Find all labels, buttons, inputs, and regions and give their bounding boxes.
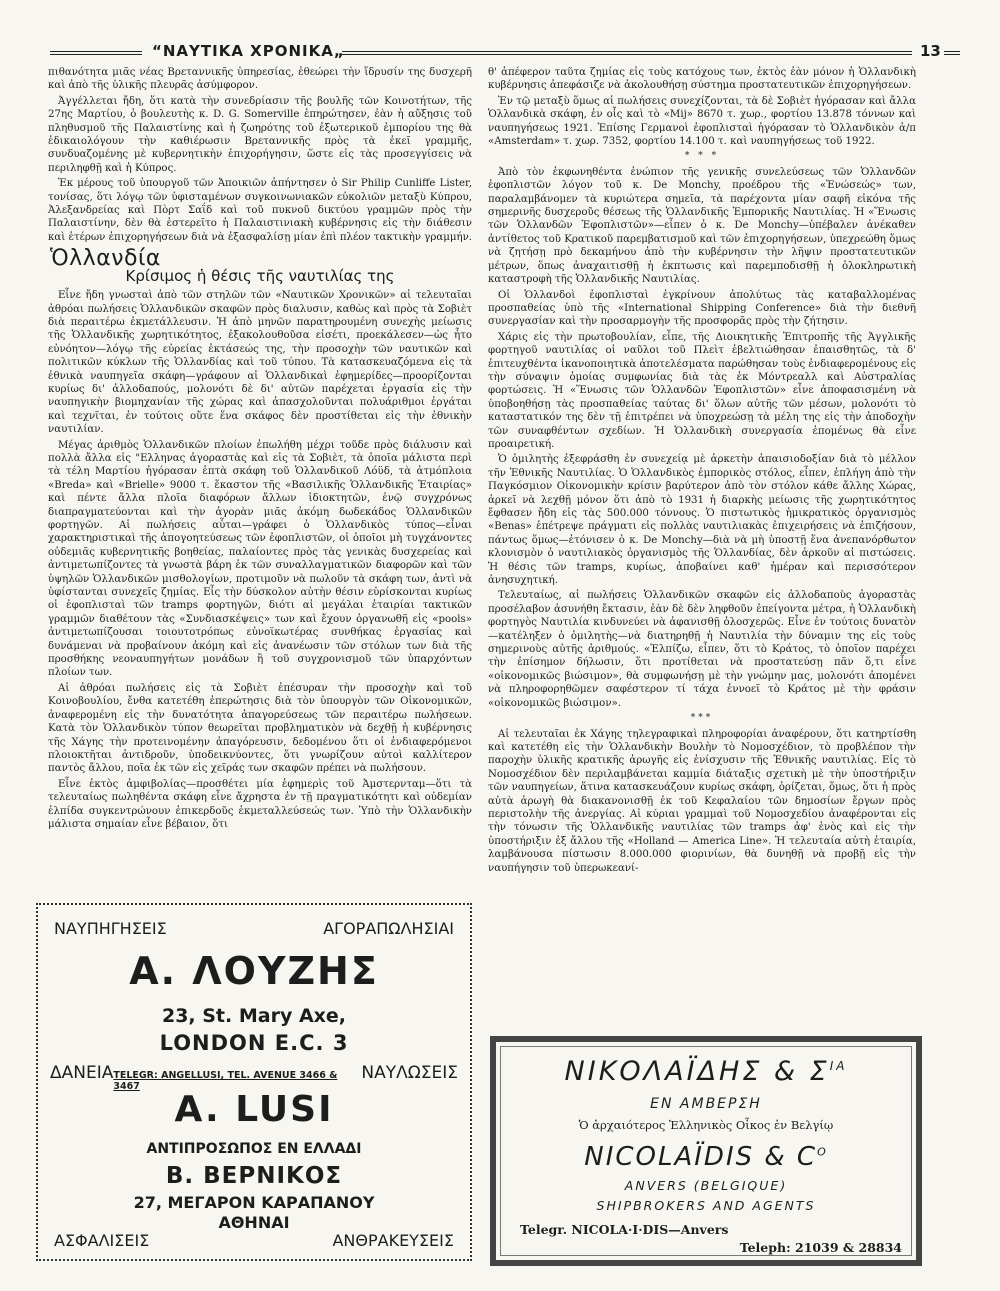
- ad-company-name-latin: [496, 1142, 916, 1172]
- paragraph: Ἀγγέλλεται ἤδη, ὅτι κατὰ τὴν συνεδρίασιν τῆς βουλῆς τῶν Κοινοτήτων, τῆς 27ης Μαρτίου, ὁ βουλευτὴς κ. D. G. Somerville ἐπηρώτησεν, ἐὰν ἡ αὔξησις τοῦ πληθυσμοῦ τῆς Παλαιστίνης καὶ ἡ ζωηρότης τοῦ ἐξωτερικοῦ ἐμπορίου της θὰ ἐδικαιολόγουν τὴν καθιέρωσιν Βρεταννικῆς πρὸς τὰ ἐκεῖ γραμμῆς, συνδυαζομένης μὲ κυβερνητικὴν ἐπιχορήγησιν, ὥστε εἰς τὰς προσεγγίσεις νὰ περιληφθῇ καὶ ἡ Κύπρος.: [48, 95, 472, 174]
- ad-company-name-latin-text: NICOLAÏDIS & C: [584, 1142, 818, 1172]
- paragraph: Χάρις εἰς τὴν πρωτοβουλίαν, εἶπε, τῆς Διοικητικῆς Ἐπιτροπῆς τῆς Ἀγγλικῆς φορτηγοῦ ναυτιλίας οἱ ναῦλοι τοῦ Πλεὶτ ἐβελτιώθησαν ἐπαισθητῶς, τὰ δ' ἐπιτευχθέντα ἱκανοποιητικὰ ἀποτελέσματα παρώθησαν τοὺς ἐνδιαφερομένους εἰς τὴν σύναψιν ὁμοίας συμφωνίας διὰ τὰς ἐκ Μόντρεαλλ καὶ Αὐστραλίας φορτώσεις. Ἡ «Ἕνωσις τῶν Ὁλλανδῶν Ἐφοπλιστῶν» εἶνε ἀποφασισμένη νὰ ὑποβοηθήσῃ τὰς προσπαθείας ταύτας δι' ὅλων αὐτῆς τῶν μέσων, μολονότι τὸ καταστατικόν της δὲν τῇ ἐπιτρέπει νὰ ὑποχρεώσῃ τὰ μέλη της εἰς τὴν ἀποδοχὴν τῶν συναφθέντων σχεδίων. Ἡ Ὁλλανδικὴ συνεργασία ἐπομένως θὰ εἶνε προαιρετική.: [488, 331, 916, 450]
- page-header: [50, 42, 960, 64]
- ad-city-latin: ANVERS (BELGIQUE): [624, 1178, 788, 1193]
- ad-city: ΕΝ ΑΜΒΕΡΣΗ: [650, 1096, 762, 1112]
- publication-title: “ΝΑΥΤΙΚΑ ΧΡΟΝΙΚΑ„: [152, 42, 345, 60]
- header-rule: [944, 51, 960, 55]
- ad-telephone: Teleph: 21039 & 28834: [739, 1240, 902, 1255]
- advertisement-lousis: [36, 903, 472, 1261]
- paragraph: Αἱ τελευταῖαι ἐκ Χάγης τηλεγραφικαὶ πληροφορίαι ἀναφέρουν, ὅτι κατηρτίσθη καὶ κατετέθη εἰς τὴν Ὁλλανδικὴν Βουλὴν τὸ Νομοσχέδιον, τὸ προβλέπον τὴν παροχὴν ὑλικῆς κρατικῆς ἀρωγῆς εἰς ἐνίσχυσιν τῆς Ἐθνικῆς ναυτιλίας. Εἰς τὸ Νομοσχέδιον δὲν περιλαμβάνεται καμμία διάταξις σχετικὴ μὲ τὴν ὑποστήριξιν τῶν ναυπηγείων, ἅτινα κατασκευάζουν κυρίως σκάφη, ὁρίζεται, ὅμως, ὅτι ἡ πρὸς αὐτὰ ἀρωγὴ θὰ διακανονισθῇ ἐκ τοῦ Κεφαλαίου τῶν δημοσίων ἔργων πρὸς περιστολὴν τῆς ἀνεργίας. Αἱ κύριαι γραμμαὶ τοῦ Νομοσχεδίου ἀναφέρονται εἰς τὴν τόνωσιν τῆς Ὁλλανδικῆς ναυτιλίας τῶν tramps ἀφ' ἑνὸς καὶ εἰς τὴν ὑποστήριξιν ἐξ ἄλλου τῆς «Holland — America Line». Ἡ τελευταία αὐτὴ ἑταιρία, λαμβάνουσα πίστωσιν 8.000.000 φιορινίων, θὰ δυνηθῇ νὰ προβῇ εἰς τὴν ναυπήγησιν τοῦ ὑπερωκεανί-: [488, 728, 916, 874]
- ad-tagline: Ὁ ἀρχαιότερος Ἑλληνικὸς Οἶκος ἐν Βελγίῳ: [578, 1118, 834, 1132]
- ad-representative-city: ΑΘΗΝΑΙ: [218, 1213, 290, 1232]
- ad-company-name: [496, 1056, 916, 1087]
- ad-address: 23, St. Mary Axe,: [161, 1005, 347, 1027]
- paragraph: Ἀπὸ τὸν ἐκφωνηθέντα ἐνώπιον τῆς γενικῆς συνελεύσεως τῶν Ὁλλανδῶν ἐφοπλιστῶν λόγον τοῦ κ. De Monchy, προέδρου τῆς «Ἑνώσεώς» των, παραλαμβάνομεν τὰ κυριώτερα σημεῖα, τὰ παρέχοντα μίαν σαφῆ εἰκόνα τῆς σημερινῆς δυσχεροῦς θέσεως τῆς Ὁλλανδικῆς Ἐμπορικῆς Ναυτιλίας. Ἡ «Ἕνωσις τῶν Ὁλλανδῶν Ἐφοπλιστῶν»—εἶπεν ὁ κ. De Monchy—ὑπέβαλεν ἀνέκαθεν ἀντίθετος τοῦ Κρατικοῦ παρεμβατισμοῦ καὶ τῶν ἐπιχορηγήσεων, ὑπεχρεώθη ὅμως νὰ ζητήσῃ πρὸ δεκαμήνου ἀπὸ τὴν κυβέρνησιν τὴν λῆψιν προστατευτικῶν μέτρων, ὅπως ἀναχαιτισθῇ ἡ ἐκπτωσις καὶ παρεμποδισθῇ ἡ ὁλοκληρωτικὴ καταστροφὴ τῆς Ὁλλανδικῆς Ναυτιλίας.: [488, 166, 916, 286]
- paragraph: Εἶνε ἤδη γνωσταὶ ἀπὸ τῶν στηλῶν τῶν «Ναυτικῶν Χρονικῶν» αἱ τελευταῖαι ἀθρόαι πωλήσεις Ὁλλανδικῶν σκαφῶν πρὸς διαλυσιν, καθὼς καὶ πρὸς τὰ Σοβιὲτ διὰ περαιτέρω ἐκμετάλλευσιν. Ἡ ἀπὸ μηνῶν παρατηρουμένη συνεχὴς μείωσις τῆς Ὁλλανδικῆς χωρητικότητος, ἐξακολουθοῦσα εἰσέτι, προεκάλεσεν—ὡς ἦτο εὐνόητον—λόγῳ τῆς εὐρείας ἐκτάσεώς της, τὴν προσοχὴν τῶν ναυτικῶν καὶ πολιτικῶν κύκλων τῆς Ὁλλανδίας καὶ τοῦ τύπου. Τὰ κατασκευαζόμενα εἰς τὰ ἐθνικὰ ναυπηγεῖα σκάφη—γράφουν αἱ Ὁλλανδικαὶ ἐφημερίδες—προορίζονται κυρίως δι' ἀλλοδαπούς, μολονότι δὲ δι' αὐτῶν παρέχεται ἐργασία εἰς τὴν ναυπηγικὴν βιομηχανίαν τῆς χώρας καὶ ἀπασχολοῦνται πολυάριθμοι ἐργάται καὶ τεχνῖται, ἐν τούτοις οὔτε ἕνα σκάφος δὲν προστίθεται εἰς τὴν ἐθνικὴν ναυτιλίαν.: [48, 290, 472, 436]
- ad-bottom-row: [54, 1231, 454, 1250]
- section-title: Ὁλλανδία: [50, 246, 161, 272]
- right-column: [488, 66, 916, 877]
- paragraph: πιθανότητα μιᾶς νέας Βρεταννικῆς ὑπηρεσίας, ἐθεώρει τὴν ἵδρυσίν της δυσχερῆ καὶ ἀπὸ τῆς ὑλικῆς πλευρᾶς ἀσύμφορον.: [48, 67, 472, 92]
- ad-company-name-latin-sup: O: [817, 1145, 828, 1159]
- paragraph: θ' ἀπέφερον ταῦτα ζημίας εἰς τοὺς κατόχους των, ἐκτὸς ἐὰν μόνον ἡ Ὁλλανδικὴ κυβέρνησις ἀπεφάσιζε νὰ ἀκολουθήσῃ σύστημα προστατευτικῶν ἐπιχορηγήσεων.: [488, 67, 916, 92]
- ad-telegraph: TELEGR: ANGELLUSI, TEL. AVENUE 3466 & 3467: [113, 1070, 338, 1092]
- left-column: [48, 66, 472, 833]
- advertisement-nicolaidis: [490, 1036, 922, 1266]
- paragraph: Ἐν τῷ μεταξὺ ὅμως αἱ πωλήσεις συνεχίζονται, τὰ δὲ Σοβιὲτ ἠγόρασαν καὶ ἄλλα Ὁλλανδικὰ σκάφη, ἐν οἷς καὶ τὸ «Mij» 8670 τ. χωρ., φορτίου 13.878 τόννων καὶ ναυπηγήσεως 1921. Ἐπίσης Γερμανοὶ ἐφοπλισταὶ ἠγόρασαν τὸ Ὁλλανδικὸν ἀ/π «Amsterdam» τ. χωρ. 7352, φορτίου 14.100 τ. καὶ ναυπηγήσεως τοῦ 1922.: [488, 95, 916, 148]
- ad-service-label: ΝΑΥΛΩΣΕΙΣ: [361, 1063, 458, 1083]
- paragraph: Εἶνε ἐκτὸς ἀμφιβολίας—προσθέτει μία ἐφημερὶς τοῦ Ἀμστερνταμ—ὅτι τὰ τελευταίως πωληθέντα σκάφη εἶνε ἄχρηστα ἐν τῇ πραγματικότητι καὶ οὐδεμίαν ἐλπίδα συγκεντρώνουν ἐπικερδοῦς ἐκμεταλλεύσεώς των. Ὑπὸ τὴν Ὁλλανδικὴν μάλιστα σημαίαν εἶνε βέβαιον, ὅτι: [48, 778, 472, 830]
- ad-company-name: Α. ΛΟΥΖΗΣ: [129, 949, 379, 993]
- paragraph: Ὁ ὁμιλητὴς ἐξεφράσθη ἐν συνεχείᾳ μὲ ἀρκετὴν ἀπαισιοδοξίαν διὰ τὸ μέλλον τῆν Ἐθνικῆς Ναυτιλίας. Ὁ Ὁλλανδικὸς ἐμπορικὸς στόλος, εἶπεν, ἐπλήγη ἀπὸ τὴν Παγκόσμιον Οἰκονομικὴν κρίσιν βαρύτερον ἀπὸ τὸν στόλον κάθε ἄλλης Χώρας, ἀρκεῖ νὰ λεχθῇ μόνον ὅτι ἀπὸ τὸ 1931 ἡ διαρκὴς μείωσις τῆς χωρητικότητος ἔφθασεν ἤδη εἰς τὰς 500.000 τόννους. Ὁ πιστωτικὸς ἡμικρατικὸς ὀργανισμὸς «Benas» ἐπέτρεψε πράγματι εἰς πολλὰς ναυτιλιακὰς ἐπιχειρήσεις νὰ ἐπιζήσουν, πάντως ὅμως—ἐτόνισεν ὁ κ. De Monchy—διὰ νὰ μὴ ὑποστῇ ἕνα ἀνεπανόρθωτον κλονισμὸν ὁ ναυτιλιακὸς ὀργανισμὸς τῆς Ὁλλανδίας, δὲν ἀρκοῦν αἱ πιστώσεις. Ἡ θέσις τῶν tramps, κυρίως, ἀποβαίνει καθ' ἡμέραν καὶ περισσότερον ἀνησυχητική.: [488, 454, 916, 587]
- ad-telegraph-row: [50, 1063, 458, 1092]
- ad-service-label: ΑΝΘΡΑΚΕΥΣΕΙΣ: [332, 1231, 454, 1250]
- section-separator: ***: [690, 713, 714, 724]
- paragraph: Οἱ Ὁλλανδοὶ ἐφοπλισταὶ ἐγκρίνουν ἀπολύτως τὰς καταβαλλομένας προσπαθείας ὑπὸ τῆς «International Shipping Conference» διὰ τὴν διεθνῆ συνεργασίαν καὶ τὴν προσαρμογὴν τῆς προσφορᾶς πρὸς τὴν ζήτησιν.: [488, 289, 916, 328]
- header-rule: [50, 51, 142, 55]
- ad-service-label: ΑΣΦΑΛΙΣΕΙΣ: [54, 1231, 150, 1250]
- ad-representative-name: Β. ΒΕΡΝΙΚΟΣ: [165, 1163, 343, 1189]
- ad-representative-label: ΑΝΤΙΠΡΟΣΩΠΟΣ ΕΝ ΕΛΛΑΔΙ: [146, 1141, 362, 1157]
- paragraph: Μέγας ἀριθμὸς Ὁλλανδικῶν πλοίων ἐπωλήθη μέχρι τοῦδε πρὸς διάλυσιν καὶ πολλὰ ἄλλα εἰς "Ελληνας ἀγοραστὰς καὶ εἰς τὰ Σοβιὲτ, τὰ ὁποῖα μάλιστα περὶ τὰ τέλη Μαρτίου ἠγόρασαν ἑπτὰ σκάφη τοῦ Ὁλλανδικοῦ Λόϋδ, τὰ ἀτμόπλοια «Breda» καὶ «Brielle» 9000 τ. ἕκαστον τῆς «Βασιλικῆς Ὁλλανδικῆς Ἑταιρίας» καὶ πέντε ἄλλα πλοῖα διαφόρων ἄλλων ἰδιοκτητῶν, ἐνῷ συγχρόνως διαπραγματεύονται καὶ τὴν ἀγορὰν μιᾶς ἀκόμη δωδεκάδος Ὁλλανδικῶν φορτηγῶν. Αἱ πωλήσεις αὗται—γράφει ὁ Ὁλλανδικὸς τύπος—εἶναι χαρακτηριστικαὶ τῆς ἀπογοητεύσεως τῶν ἐφοπλιστῶν, οἱ ὁποῖοι μὴ τυγχάνοντες οὐδεμιᾶς κυβερνητικῆς βοηθείας, παλαίοντες πρὸς τὰς γενικὰς δυσχερείας καὶ ἀντιμετωπίζοντες τὰ γνωστὰ βάρη ἐκ τῶν συναλλαγματικῶν διαφορῶν καὶ τῶν ὑψηλῶν Ὁλλανδικῶν μισθολογίων, προτιμοῦν νὰ πωλοῦν τὰ σκάφη των, ἀντὶ νὰ ὑφίστανται συνεχεῖς ζημίας. Εἶς τὴν δύσκολον αὐτὴν θέσιν εὑρίσκονται κυρίως οἱ ἐφοπλισταὶ τῶν tramps φορτηγῶν, διότι αἱ μεγάλαι ἑταιρίαι τακτικῶν γραμμῶν διαθέτουν τὰς «Συνδιασκέψεις» των καὶ ἔχουν ὀργανωθῆ εἰς «pools» ἀντιμετωπίζουσαι τοιουτοτρόπως εὐνοϊκωτέρας συνθήκας ἐργασίας καὶ δυνάμεναι νὰ προβαίνουν ἀκόμη καὶ εἰς ἀνανέωσιν τῶν στόλων των διὰ τῆς προσθήκης νεοναυπηγήτων μονάδων ἢ τοῦ συγχρονισμοῦ τῶν ὑπαρχόντων πλοίων των.: [48, 439, 472, 679]
- section-separator: * * *: [684, 151, 720, 162]
- header-rule: [342, 51, 912, 55]
- section-subtitle: Κρίσιμος ἡ θέσις τῆς ναυτιλίας της: [125, 266, 395, 285]
- ad-top-row: [54, 919, 454, 938]
- paragraph: Ἐκ μέρους τοῦ ὑπουργοῦ τῶν Ἀποικιῶν ἀπήντησεν ὁ Sir Philip Cunliffe Lister, τονίσας, ὅτι λόγῳ τῶν ὑφισταμένων συγκοινωνιακῶν εὐκολιῶν μεταξὺ Κύπρου, Ἀλεξανδρείας καὶ Πὸρτ Σαΐδ καὶ τοῦ πυκνοῦ δικτύου γραμμῶν πρὸς τὴν Παλαιστίνην, δὲν θὰ ἐστερεῖτο ἡ Παλαιστινιακὴ κυβέρνησις εἰς τὴν διάθεσιν καὶ ἑτέρων ἐπιχορηγήσεων διὰ νὰ ἐξασφαλίσῃ μίαν ἐπὶ πλέον τακτικὴν γραμμήν.: [48, 178, 472, 243]
- ad-representative-address: 27, ΜΕΓΑΡΟΝ ΚΑΡΑΠΑΝΟΥ: [133, 1193, 375, 1212]
- ad-company-name-text: ΝΙΚΟΛΑΪΔΗΣ & Σ: [564, 1056, 830, 1087]
- ad-city: LONDON E.C. 3: [159, 1031, 349, 1055]
- page-number: 13: [920, 42, 941, 60]
- ad-company-name-sup: ΙΑ: [829, 1059, 848, 1073]
- ad-business: SHIPBROKERS AND AGENTS: [596, 1198, 816, 1213]
- paragraph: Τελευταίως, αἱ πωλήσεις Ὁλλανδικῶν σκαφῶν εἰς ἀλλοδαποὺς ἀγοραστὰς προσέλαβον ἀσυνήθη ἔκτασιν, ἐὰν δὲ δὲν ληφθοῦν ἐπείγοντα μέτρα, ἡ Ὁλλανδικὴ φορτηγὸς Ναυτιλία κινδυνεύει νὰ ἀφανισθῇ ὁλοσχερῶς. Εἶνε ἐν τούτοις δυνατὸν—κατέληξεν ὁ ὁμιλητὴς—νὰ διατηρηθῇ ἡ Ναυτιλία τὴν δύναμιν της εἰς τοὺς σημερινοὺς αὐτῆς ἀριθμούς. «Ἐλπίζω, εἶπεν, ὅτι τὸ Κράτος, τὸ ὁποῖον παρέχει τὴν ἐπίσημον δήλωσιν, ὅτι προτίθεται νὰ προστατεύσῃ πᾶν ὅ,τι εἶνε «οἰκονομικῶς βιώσιμον», θὰ συμφωνήσῃ μὲ τὴν γνώμην μας, μολονότι ἀπομένει νὰ πληροφορηθῶμεν σαφέστερον τί τάχα ἐννοεῖ τὸ Κράτος μὲ τὴν φράσιν «οἰκονομικῶς βιώσιμον».: [488, 590, 916, 709]
- paragraph: Αἱ ἀθρόαι πωλήσεις εἰς τὰ Σοβιὲτ ἐπέσυραν τὴν προσοχὴν καὶ τοῦ Κοινοβουλίου, ἔνθα κατετέθη ἐπερώτησις διὰ τὸν ὑπουργὸν τῶν Οἰκονομικῶν, ἀναφερομένη εἰς τὴν δυνατότητα ἀπαγορεύσεως τῶν περαιτέρω πωλήσεων. Κατὰ τὸν Ὁλλανδικὸν τύπον θεωρεῖται προβληματικὸν νὰ δεχθῇ ἡ κυβέρνησις τῆς Χάγης τὴν προτεινομένην ἀπαγόρευσιν, δεδομένου ὅτι οἱ ἐνδιαφερόμενοι πλοιοκτῆται ἀντιδροῦν, ὑποδεικνύοντες, ὅτι γνωρίζουν αὐτοὶ καλλίτερον παντὸς ἄλλου, ποῖα ἐκ τῶν εἰς χεῖράς των σκαφῶν πρέπει νὰ πωλήσουν.: [48, 682, 472, 775]
- ad-service-label: ΔΑΝΕΙΑ: [50, 1063, 114, 1083]
- ad-company-name-latin: A. LUSI: [174, 1089, 334, 1130]
- ad-telegraph: Telegr. NICOLA·I·DIS—Anvers: [520, 1222, 729, 1237]
- ad-service-label: ΝΑΥΠΗΓΗΣΕΙΣ: [54, 919, 167, 938]
- ad-service-label: ΑΓΟΡΑΠΩΛΗΣΙΑΙ: [323, 919, 454, 938]
